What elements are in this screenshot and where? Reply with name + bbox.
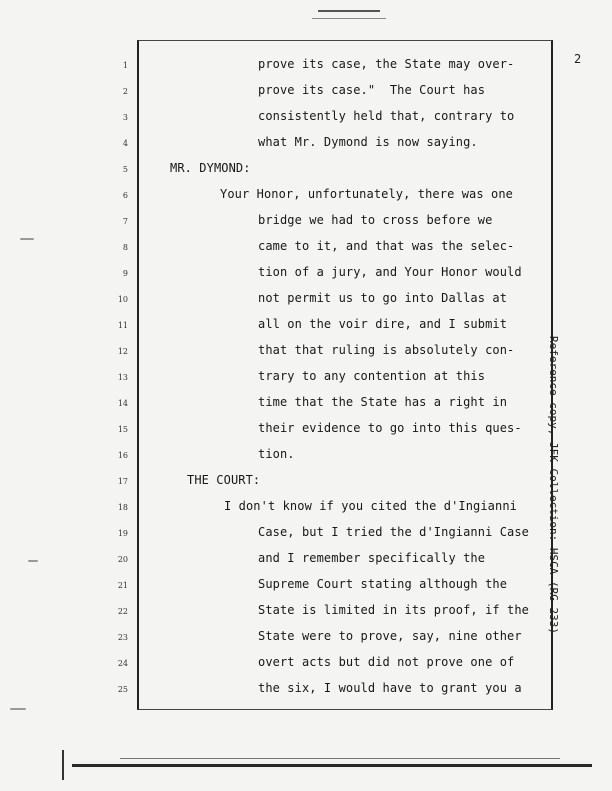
transcript-line: not permit us to go into Dallas at — [258, 291, 508, 305]
bottom-scan-mark — [120, 758, 560, 759]
line-number: 11 — [117, 321, 128, 330]
line-number: 20 — [117, 555, 128, 564]
line-number: 1 — [122, 61, 128, 70]
line-number: 23 — [117, 633, 128, 642]
transcript-line: what Mr. Dymond is now saying. — [258, 135, 478, 149]
transcript-line: I don't know if you cited the d'Ingianni — [224, 499, 517, 513]
line-number: 12 — [117, 347, 128, 356]
archive-reference-stamp: Reference copy, JFK Collection: HSCA (RG 233) — [547, 336, 560, 635]
line-number: 8 — [122, 243, 128, 252]
transcript-line: tion of a jury, and Your Honor would — [258, 265, 522, 279]
transcript-line: tion. — [258, 447, 295, 461]
top-scan-mark — [312, 18, 386, 19]
line-number: 22 — [117, 607, 128, 616]
transcript-line: prove its case, the State may over- — [258, 57, 515, 71]
speaker-label: MR. DYMOND: — [170, 161, 251, 175]
transcript-line: the six, I would have to grant you a — [258, 681, 522, 695]
line-number: 7 — [122, 217, 128, 226]
speaker-label: THE COURT: — [187, 473, 261, 487]
line-number: 14 — [117, 399, 128, 408]
line-number: 13 — [117, 373, 128, 382]
transcript-line: trary to any contention at this — [258, 369, 486, 383]
transcript-line: Your Honor, unfortunately, there was one — [220, 187, 513, 201]
transcript-line: State is limited in its proof, if the — [258, 603, 530, 617]
transcript-line: all on the voir dire, and I submit — [258, 317, 508, 331]
transcript-line: consistently held that, contrary to — [258, 109, 515, 123]
line-number: 6 — [122, 191, 128, 200]
line-number: 2 — [122, 87, 128, 96]
scan-speck — [20, 238, 34, 240]
transcript-line: their evidence to go into this ques- — [258, 421, 522, 435]
transcript-line: State were to prove, say, nine other — [258, 629, 522, 643]
transcript-line: Supreme Court stating although the — [258, 577, 508, 591]
transcript-line: time that the State has a right in — [258, 395, 508, 409]
top-scan-mark — [318, 10, 380, 12]
line-number: 25 — [117, 685, 128, 694]
line-number: 9 — [122, 269, 128, 278]
transcript-line: overt acts but did not prove one of — [258, 655, 515, 669]
transcript-line: bridge we had to cross before we — [258, 213, 493, 227]
line-number: 15 — [117, 425, 128, 434]
transcript-line: Case, but I tried the d'Ingianni Case — [258, 525, 530, 539]
bottom-scan-mark — [72, 764, 592, 767]
transcript-line: came to it, and that was the selec- — [258, 239, 515, 253]
line-number: 5 — [122, 165, 128, 174]
transcript-line: prove its case." The Court has — [258, 83, 486, 97]
line-number: 4 — [122, 139, 128, 148]
line-number: 16 — [117, 451, 128, 460]
transcript-line: that that ruling is absolutely con- — [258, 343, 515, 357]
scan-speck — [10, 708, 26, 710]
line-number: 24 — [117, 659, 128, 668]
line-number: 10 — [117, 295, 128, 304]
scan-edge-mark — [62, 750, 64, 780]
line-number: 21 — [117, 581, 128, 590]
transcript-line: and I remember specifically the — [258, 551, 486, 565]
line-number: 17 — [117, 477, 128, 486]
scan-speck — [28, 560, 38, 562]
line-number: 18 — [117, 503, 128, 512]
line-number: 19 — [117, 529, 128, 538]
page-number: 2 — [574, 52, 582, 66]
line-number: 3 — [122, 113, 128, 122]
